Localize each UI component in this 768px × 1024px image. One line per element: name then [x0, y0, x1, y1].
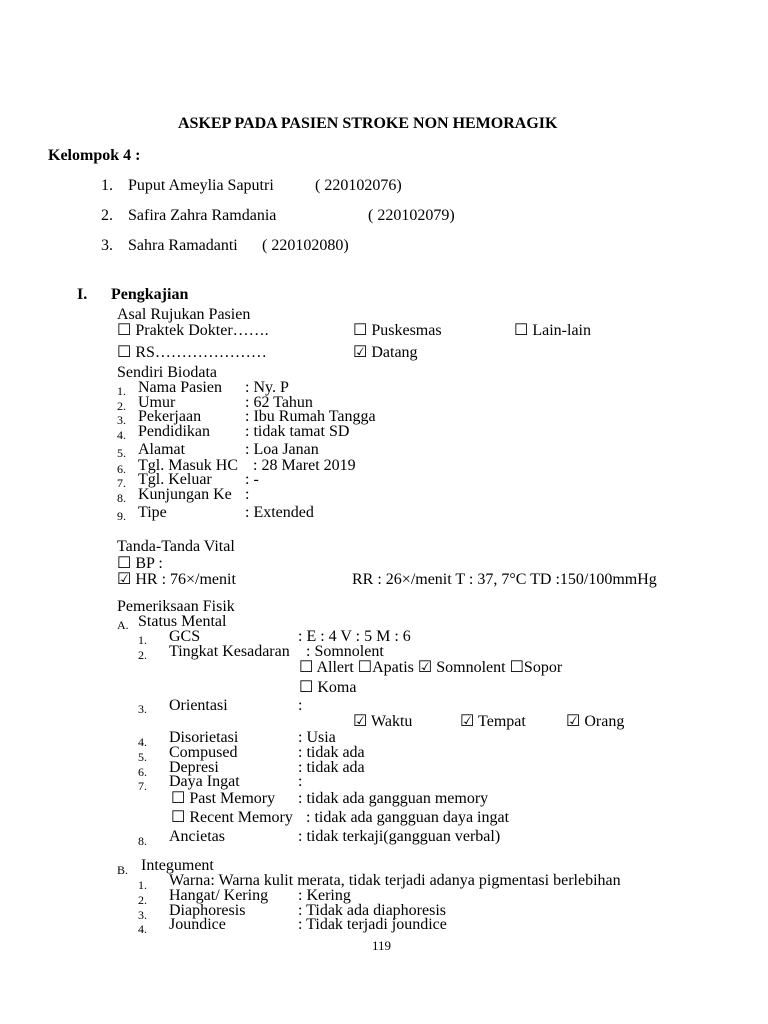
mental-value: : Somnolent: [306, 643, 384, 660]
biodata-field-value: : 28 Maret 2019: [253, 457, 356, 474]
recent-memory-value: : tidak ada gangguan daya ingat: [306, 809, 510, 826]
mental-num: 5.: [138, 750, 147, 764]
vitals-rr-temp-td: RR : 26×/menit T : 37, 7°C TD :150/100mmHg: [352, 571, 657, 588]
integument-num: 1.: [138, 878, 147, 892]
past-memory-label: ☐ Past Memory: [171, 790, 276, 807]
biodata-num: 9.: [117, 509, 126, 523]
biodata-field-value: :: [245, 486, 250, 503]
kesadaran-options: ☐ Allert ☐Apatis ☑ Somnolent ☐Sopor: [299, 659, 563, 676]
vitals-label: Tanda-Tanda Vital: [117, 538, 235, 555]
integument-num: 3.: [138, 908, 147, 922]
integument-value: : Kering: [298, 887, 351, 904]
mental-label: GCS: [169, 628, 201, 645]
biodata-field-label: Tgl. Masuk HC: [138, 457, 238, 474]
integument-label: Hangat/ Kering: [169, 887, 269, 904]
mental-label: Daya Ingat: [169, 773, 240, 790]
biodata-field-value: : tidak tamat SD: [245, 423, 350, 440]
orientasi-waktu: ☑ Waktu: [353, 713, 413, 730]
mental-value: :: [298, 697, 303, 714]
mental-label: Orientasi: [169, 697, 228, 714]
physical-label: Pemeriksaan Fisik: [117, 598, 235, 615]
mental-value: : tidak terkaji(gangguan verbal): [298, 828, 501, 845]
mental-num: 6.: [138, 765, 147, 779]
vitals-bp: ☐ BP :: [117, 555, 163, 572]
member-name: Sahra Ramadanti: [128, 237, 238, 254]
mental-num: 4.: [138, 735, 147, 749]
biodata-field-value: : Extended: [245, 504, 314, 521]
biodata-num: 5.: [117, 446, 126, 460]
member-number: 3.: [101, 237, 113, 254]
section-number: I.: [77, 286, 88, 303]
biodata-field-value: : -: [245, 471, 259, 488]
biodata-num: 4.: [117, 428, 126, 442]
biodata-field-value: : Loa Janan: [245, 441, 319, 458]
biodata-field-label: Kunjungan Ke: [138, 486, 232, 503]
referral-lain-lain: ☐ Lain-lain: [514, 322, 591, 339]
biodata-field-label: Tgl. Keluar: [138, 471, 212, 488]
biodata-field-label: Pendidikan: [138, 423, 210, 440]
mental-value: : tidak ada: [298, 759, 365, 776]
mental-label: Depresi: [169, 759, 219, 776]
integument-warna: Warna: Warna kulit merata, tidak terjadi adanya pigmentasi berlebihan: [169, 872, 621, 889]
biodata-field-value: : Ibu Rumah Tangga: [245, 408, 376, 425]
document-title: ASKEP PADA PASIEN STROKE NON HEMORAGIK: [178, 115, 558, 132]
integument-label: Diaphoresis: [169, 902, 246, 919]
referral-datang: ☑ Datang: [353, 344, 418, 361]
biodata-field-label: Pekerjaan: [138, 408, 202, 425]
mental-num: 2.: [138, 648, 147, 662]
mental-label: Disorietasi: [169, 729, 239, 746]
vitals-hr: ☑ HR : 76×/menit: [117, 571, 236, 588]
integument-value: : Tidak ada diaphoresis: [298, 902, 446, 919]
member-name: Safira Zahra Ramdania: [128, 207, 277, 224]
referral-puskesmas: ☐ Puskesmas: [353, 322, 442, 339]
mental-value: :: [298, 773, 303, 790]
physical-a-letter: A.: [117, 618, 129, 632]
physical-b-letter: B.: [117, 863, 129, 877]
member-number: 1.: [101, 177, 113, 194]
past-memory-value: : tidak ada gangguan memory: [298, 790, 489, 807]
mental-label: Tingkat Kesadaran: [169, 643, 290, 660]
integument-num: 2.: [138, 893, 147, 907]
kesadaran-options-koma: ☐ Koma: [299, 679, 357, 696]
mental-label: Compused: [169, 744, 238, 761]
biodata-field-value: : Ny. P: [245, 379, 289, 396]
biodata-num: 1.: [117, 384, 126, 398]
biodata-field-label: Tipe: [138, 504, 167, 521]
biodata-field-label: Alamat: [138, 441, 186, 458]
orientasi-tempat: ☑ Tempat: [460, 713, 526, 730]
page-number: 119: [372, 938, 392, 953]
member-id: ( 220102079): [368, 207, 455, 224]
member-id: ( 220102080): [262, 237, 349, 254]
integument-num: 4.: [138, 922, 147, 936]
mental-value: : tidak ada: [298, 744, 365, 761]
recent-memory-label: ☐ Recent Memory: [171, 809, 293, 826]
biodata-num: 2.: [117, 399, 126, 413]
member-name: Puput Ameylia Saputri: [128, 177, 274, 194]
biodata-field-label: Umur: [138, 394, 176, 411]
mental-num: 7.: [138, 779, 147, 793]
group-heading: Kelompok 4 :: [48, 147, 141, 164]
physical-a-title: Status Mental: [138, 613, 227, 630]
member-id: ( 220102076): [315, 177, 402, 194]
biodata-num: 6.: [117, 462, 126, 476]
mental-num: 1.: [138, 633, 147, 647]
mental-label: Ancietas: [169, 828, 225, 845]
mental-num: 3.: [138, 702, 147, 716]
referral-rs: ☐ RS…………………: [117, 344, 267, 361]
orientasi-orang: ☑ Orang: [566, 713, 625, 730]
referral-label: Asal Rujukan Pasien: [117, 306, 251, 323]
section-title: Pengkajian: [111, 286, 189, 303]
biodata-field-value: : 62 Tahun: [245, 394, 313, 411]
integument-value: : Tidak terjadi joundice: [298, 916, 447, 933]
biodata-num: 8.: [117, 491, 126, 505]
integument-label: Joundice: [169, 916, 226, 933]
biodata-num: 7.: [117, 476, 126, 490]
member-number: 2.: [101, 207, 113, 224]
biodata-field-label: Nama Pasien: [138, 379, 222, 396]
mental-num: 8.: [138, 834, 147, 848]
biodata-label: Sendiri Biodata: [117, 364, 217, 381]
biodata-num: 3.: [117, 413, 126, 427]
mental-value: : Usia: [298, 729, 336, 746]
physical-b-title: Integument: [141, 857, 214, 874]
referral-praktek: ☐ Praktek Dokter…….: [117, 322, 269, 339]
mental-value: : E : 4 V : 5 M : 6: [298, 628, 411, 645]
